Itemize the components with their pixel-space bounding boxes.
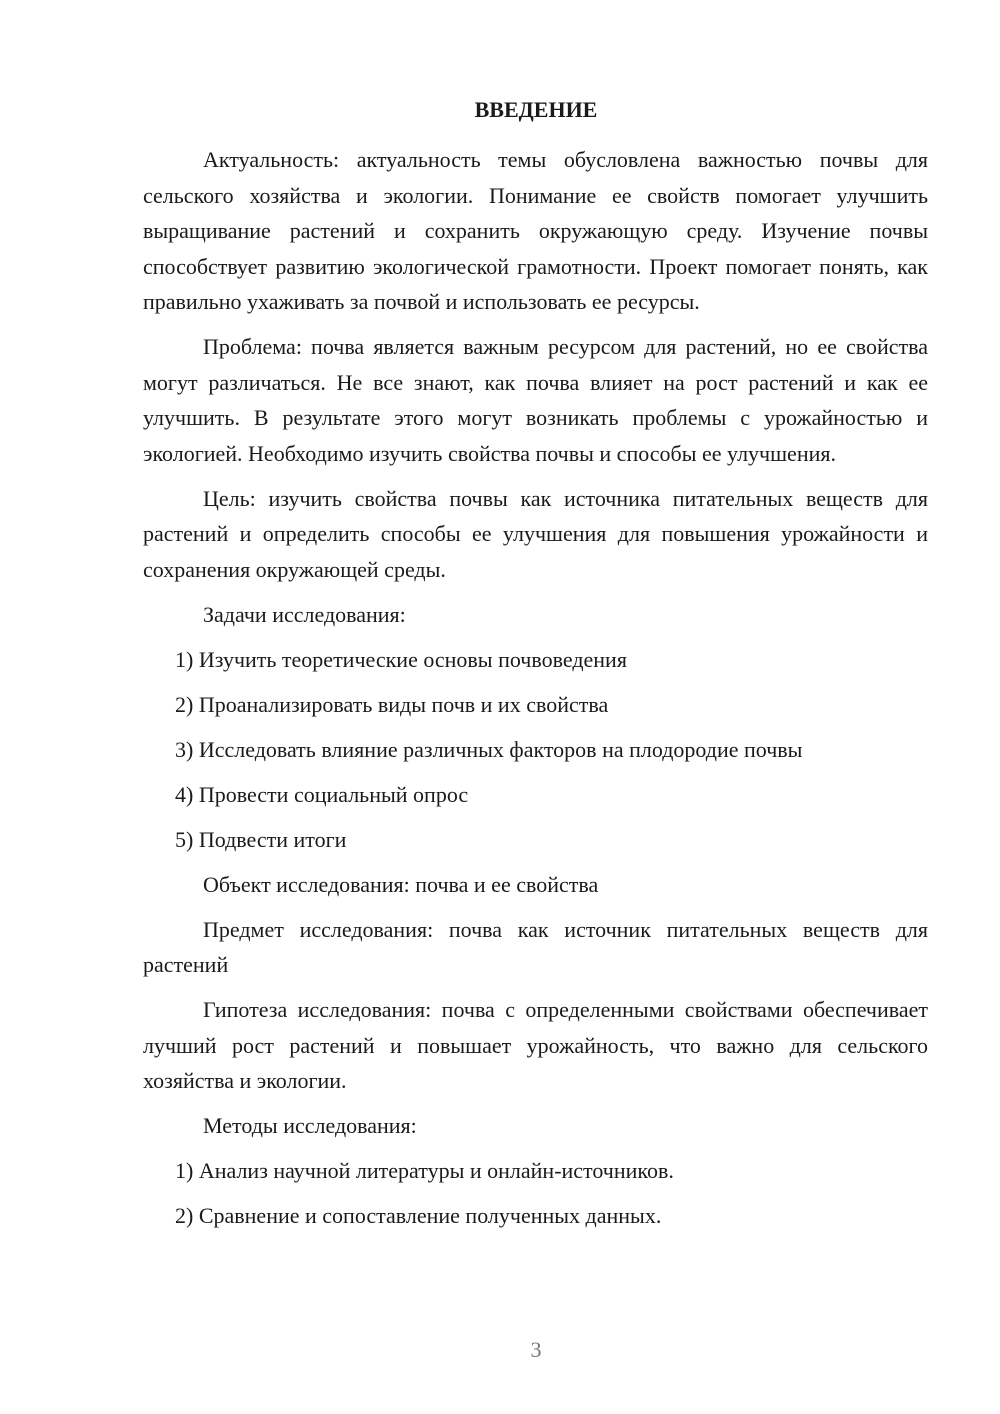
task-item: 4) Провести социальный опрос (175, 781, 469, 807)
tasks-title: Задачи исследования: (203, 601, 406, 627)
section-heading: ВВЕДЕНИЕ (474, 97, 598, 122)
method-item: 1) Анализ научной литературы и онлайн-источников. (175, 1158, 674, 1183)
task-item: 1) Изучить теоретические основы почвоведения (175, 646, 627, 672)
paragraph-goal: Цель: изучить свойства почвы как источника питательных веществ для растений и определить способы ее улучшения для повышения урожайности и сохранения окружающей среды. (143, 485, 928, 582)
paragraph-relevance: Актуальность: актуальность темы обусловлена важностью почвы для сельского хозяйства и экологии. Понимание ее свойств помогает улучшить выращивание растений и сохранить окружающую среду. Изучение почвы способствует развитию экологической грамотности. Проект помогает понять, как правильно ухаживать за почвой и использовать ее ресурсы. (143, 147, 928, 314)
task-item: 5) Подвести итоги (175, 826, 347, 852)
paragraph-subject: Предмет исследования: почва как источник питательных веществ для растений (143, 916, 928, 977)
task-item: 2) Проанализировать виды почв и их свойства (175, 691, 609, 717)
methods-title: Методы исследования: (203, 1113, 417, 1138)
document-body (143, 142, 928, 1243)
paragraph-hypothesis: Гипотеза исследования: почва с определенными свойствами обеспечивает лучший рост растений и повышает урожайность, что важно для сельского хозяйства и экологии. (143, 997, 928, 1093)
page-number: 3 (530, 1337, 542, 1362)
method-item: 2) Сравнение и сопоставление полученных данных. (175, 1203, 662, 1228)
paragraph-problem: Проблема: почва является важным ресурсом для растений, но ее свойства могут различаться. Не все знают, как почва влияет на рост растений и как ее улучшить. В результате этого могут возникать проблемы с урожайностью и экологией. Необходимо изучить свойства почвы и способы ее улучшения. (143, 334, 928, 466)
paragraph-object: Объект исследования: почва и ее свойства (203, 871, 599, 897)
task-item: 3) Исследовать влияние различных факторов на плодородие почвы (175, 736, 803, 762)
